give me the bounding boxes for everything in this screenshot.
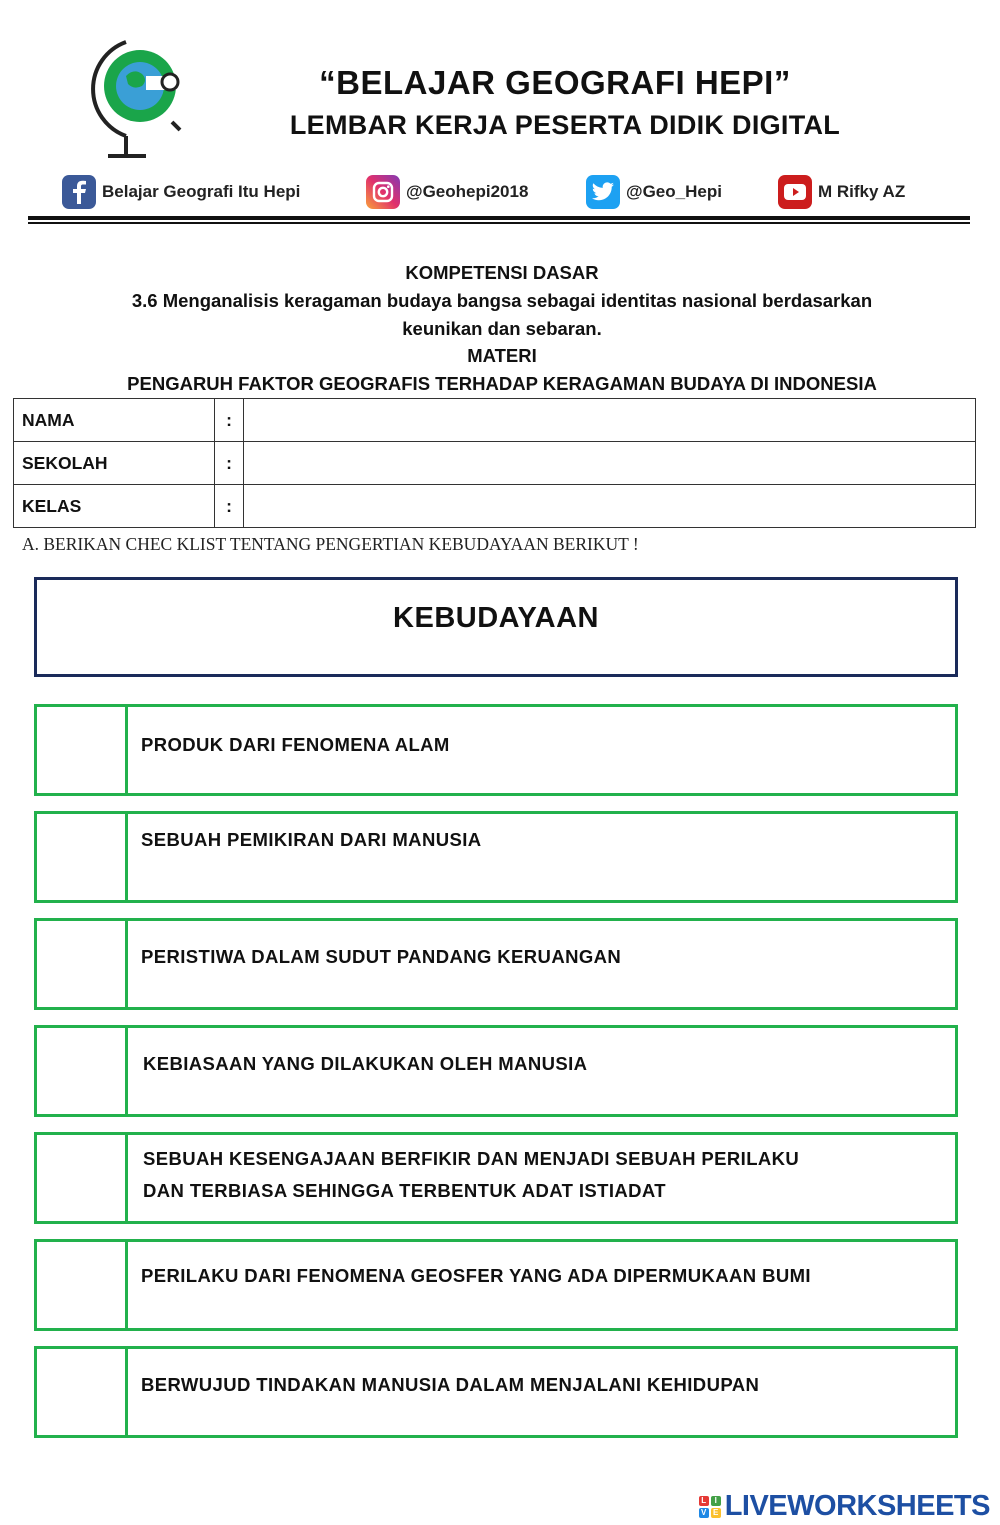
worksheet-title: “BELAJAR GEOGRAFI HEPI” xyxy=(319,64,791,101)
option-row xyxy=(34,1239,958,1331)
social-facebook xyxy=(62,174,300,210)
topic-heading-box xyxy=(34,577,958,677)
worksheet-subtitle: LEMBAR KERJA PESERTA DIDIK DIGITAL xyxy=(289,110,841,140)
twitter-icon xyxy=(586,175,620,209)
option-row xyxy=(34,918,958,1010)
facebook-icon xyxy=(62,175,96,209)
instagram-icon xyxy=(366,175,400,209)
identity-table xyxy=(13,398,976,528)
liveworksheets-label: LIVEWORKSHEETS xyxy=(724,1490,990,1522)
competency-text-line1: 3.6 Menganalisis keragaman budaya bangsa sebagai identitas nasional berdasarkan xyxy=(131,290,873,311)
option-row xyxy=(34,704,958,796)
globe-g-logo-icon xyxy=(86,36,186,160)
identity-row-nama xyxy=(14,399,976,442)
liveworksheets-brand xyxy=(699,1490,990,1523)
option-row xyxy=(34,1346,958,1438)
option-text: PRODUK DARI FENOMENA ALAM xyxy=(141,734,450,755)
option-text: SEBUAH KESENGAJAAN BERFIKIR DAN MENJADI SEBUAH PERILAKU DAN TERBIASA SEHINGGA TERBENTUK ADAT ISTIADAT xyxy=(143,1148,800,1201)
identity-label: NAMA xyxy=(14,399,215,442)
competency-text-line2: keunikan dan sebaran. xyxy=(402,318,602,339)
identity-separator: : xyxy=(215,442,244,485)
option-text: PERILAKU DARI FENOMENA GEOSFER YANG ADA DIPERMUKAAN BUMI xyxy=(141,1265,811,1286)
social-instagram xyxy=(366,174,528,210)
instruction-text: A. BERIKAN CHEC KLIST TENTANG PENGERTIAN KEBUDAYAAN BERIKUT ! xyxy=(22,534,639,554)
header-divider-thin xyxy=(28,222,970,224)
option-checkbox[interactable] xyxy=(37,1028,128,1114)
option-row xyxy=(34,811,958,903)
option-checkbox[interactable] xyxy=(37,921,128,1007)
twitter-label: @Geo_Hepi xyxy=(626,182,722,201)
option-checkbox[interactable] xyxy=(37,707,128,793)
name-field[interactable] xyxy=(244,399,976,442)
youtube-icon xyxy=(778,175,812,209)
instagram-label: @Geohepi2018 xyxy=(406,182,529,201)
materi-heading: MATERI xyxy=(467,345,537,366)
option-text: PERISTIWA DALAM SUDUT PANDANG KERUANGAN xyxy=(141,946,622,967)
youtube-label: M Rifky AZ xyxy=(818,182,906,201)
school-field[interactable] xyxy=(244,442,976,485)
option-checkbox[interactable] xyxy=(37,1242,128,1328)
option-text: BERWUJUD TINDAKAN MANUSIA DALAM MENJALANI KEHIDUPAN xyxy=(141,1374,760,1395)
identity-separator: : xyxy=(215,485,244,528)
identity-label: KELAS xyxy=(14,485,215,528)
option-checkbox[interactable] xyxy=(37,1349,128,1435)
option-checkbox[interactable] xyxy=(37,1135,128,1221)
header-divider xyxy=(28,216,970,220)
option-text: KEBIASAAN YANG DILAKUKAN OLEH MANUSIA xyxy=(143,1053,588,1074)
identity-row-sekolah xyxy=(14,442,976,485)
option-checkbox[interactable] xyxy=(37,814,128,900)
identity-label: SEKOLAH xyxy=(14,442,215,485)
option-row xyxy=(34,1025,958,1117)
facebook-label: Belajar Geografi Itu Hepi xyxy=(102,182,301,201)
option-text: SEBUAH PEMIKIRAN DARI MANUSIA xyxy=(141,829,482,850)
identity-row-kelas xyxy=(14,485,976,528)
option-row xyxy=(34,1132,958,1224)
social-twitter xyxy=(586,174,722,210)
competency-heading: KOMPETENSI DASAR xyxy=(405,262,599,283)
class-field[interactable] xyxy=(244,485,976,528)
liveworksheets-logo-icon: L I V E xyxy=(699,1496,721,1518)
materi-title: PENGARUH FAKTOR GEOGRAFIS TERHADAP KERAGAMAN BUDAYA DI INDONESIA xyxy=(127,373,877,394)
topic-heading: KEBUDAYAAN xyxy=(393,602,599,634)
social-youtube xyxy=(778,174,905,210)
identity-separator: : xyxy=(215,399,244,442)
